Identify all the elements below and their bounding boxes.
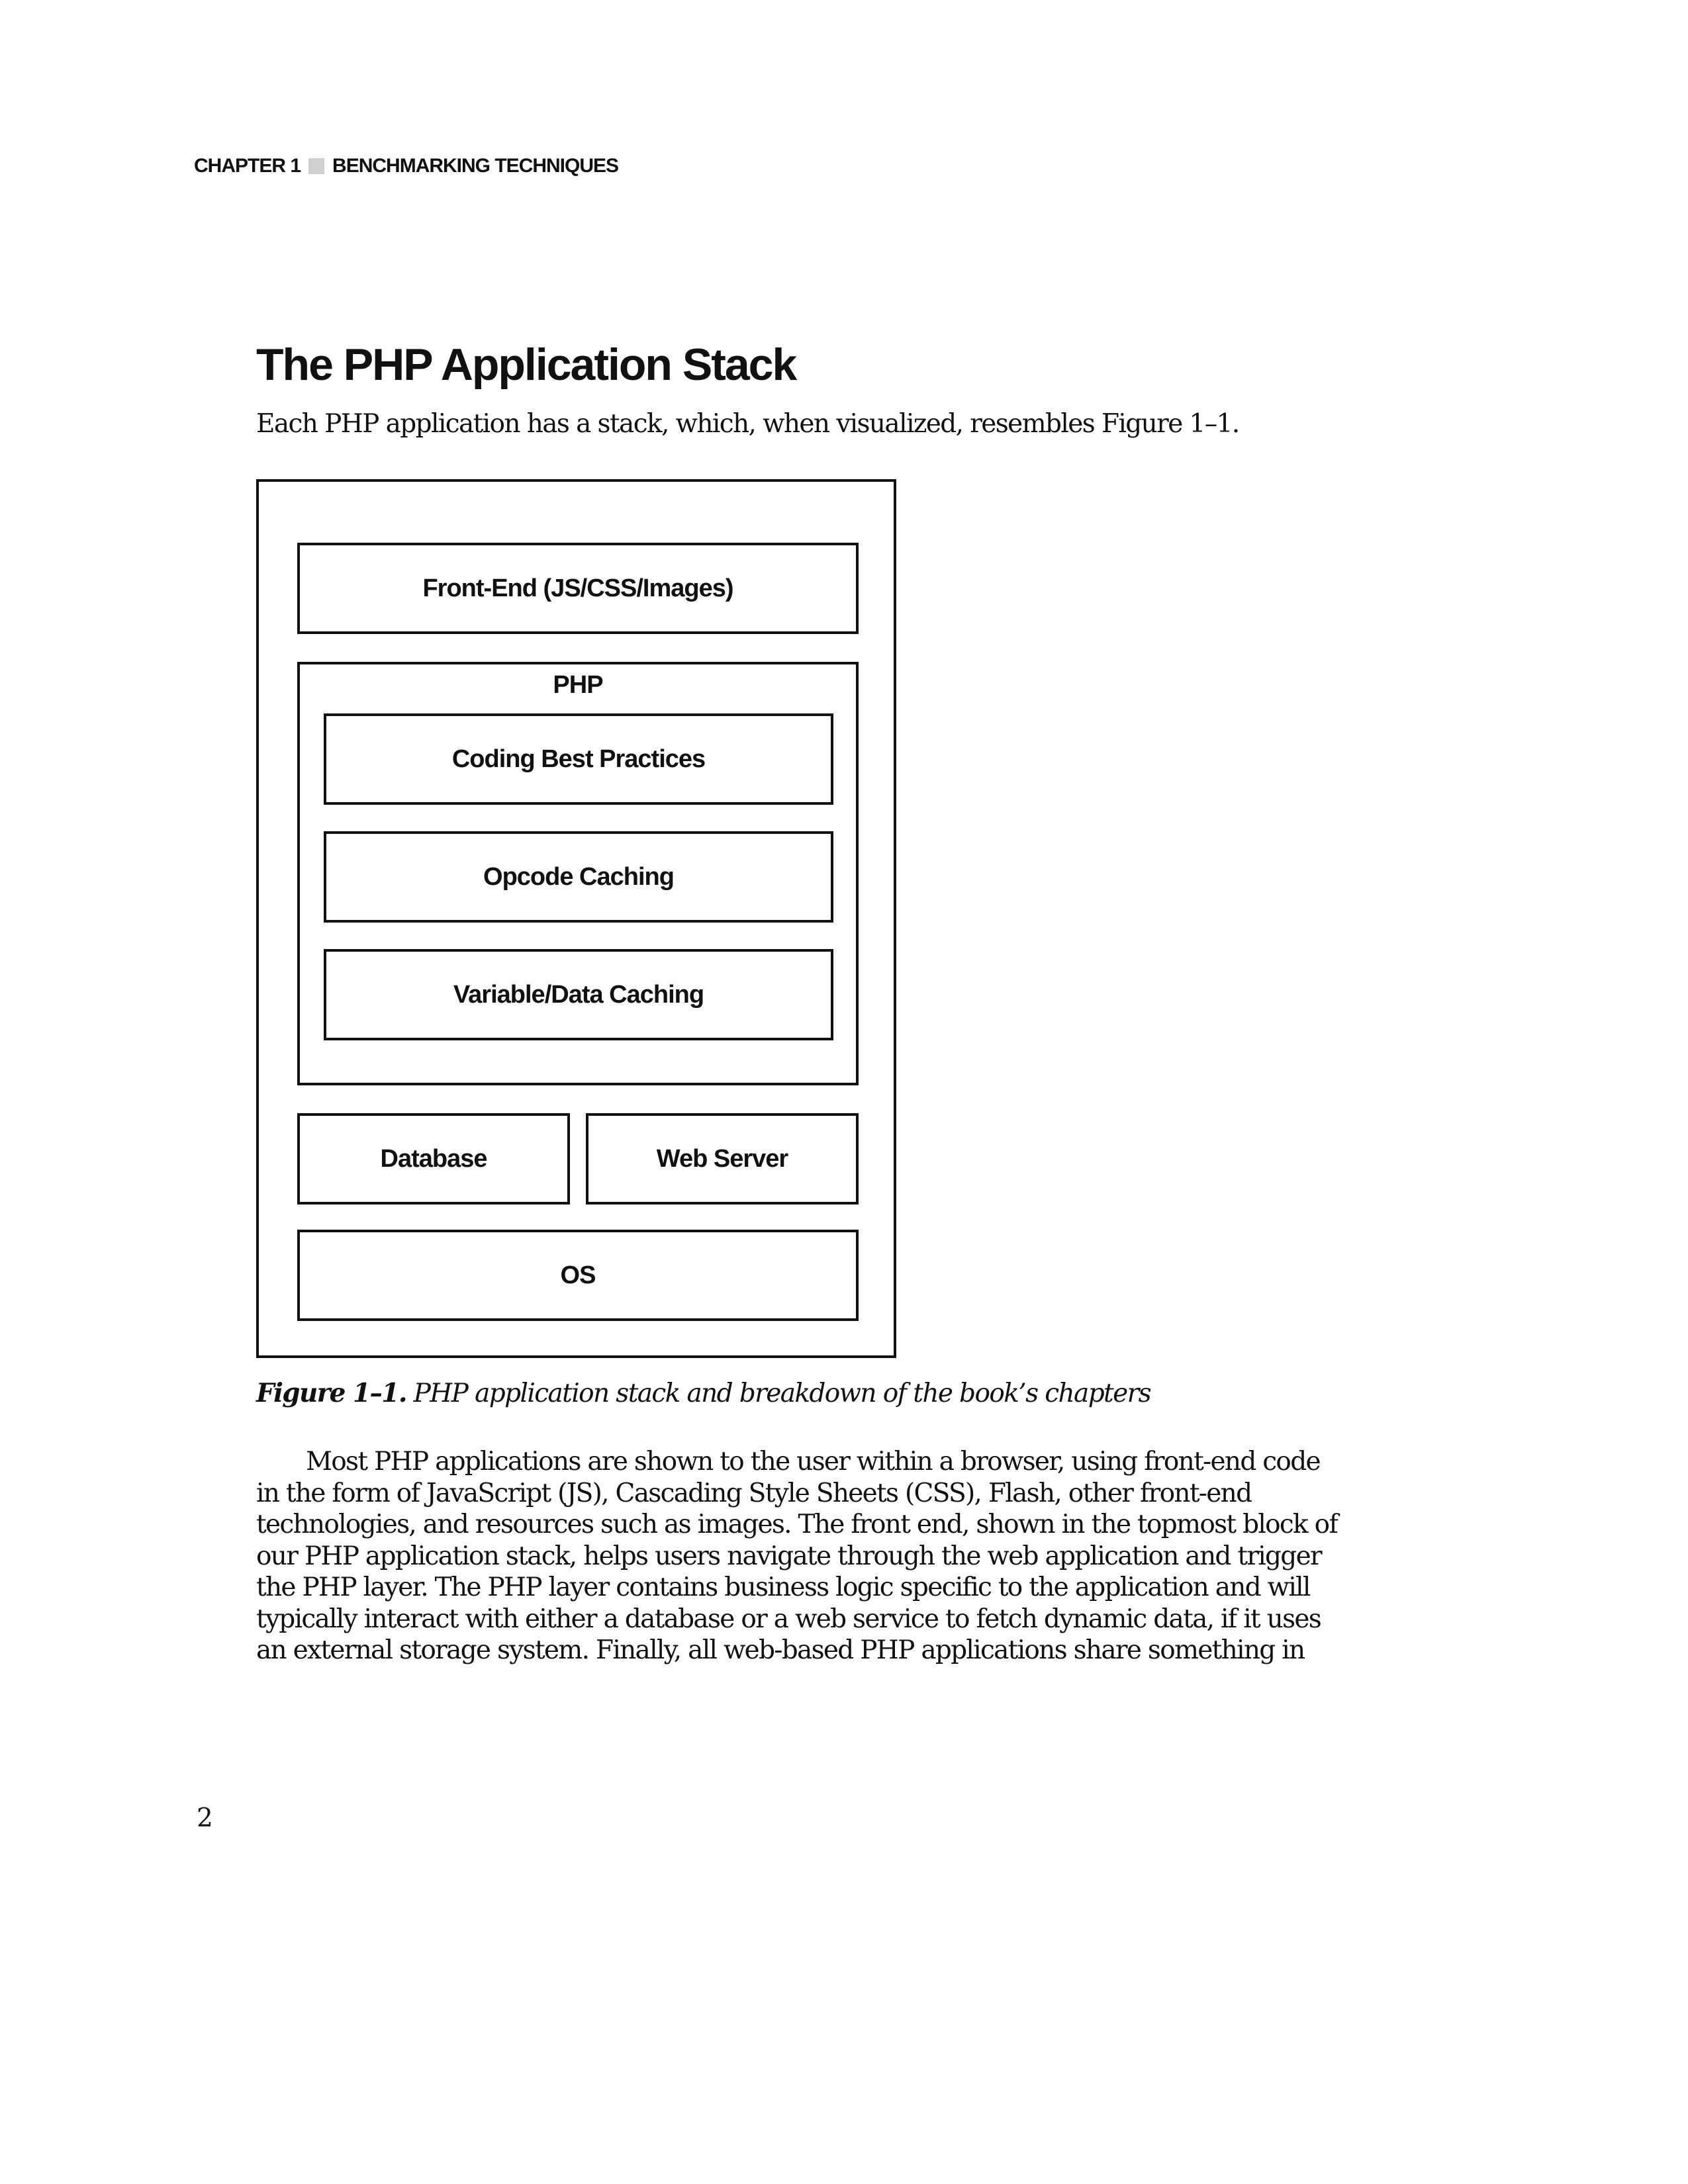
running-head-chapter: CHAPTER 1 — [194, 155, 301, 177]
coding-best-practices-block: Coding Best Practices — [324, 713, 833, 805]
opcode-caching-block: Opcode Caching — [324, 831, 833, 923]
php-block — [297, 662, 859, 1085]
running-head-separator — [308, 158, 324, 174]
figure-caption-label: Figure 1–1. — [256, 1378, 406, 1408]
database-block: Database — [297, 1113, 570, 1205]
body-line: Most PHP applications are shown to the user within a browser, using front-end code — [306, 1447, 1320, 1477]
body-line: the PHP layer. The PHP layer contains business logic specific to the application and will — [256, 1572, 1310, 1602]
body-line: in the form of JavaScript (JS), Cascading Style Sheets (CSS), Flash, other front-end — [256, 1478, 1252, 1508]
intro-paragraph: Each PHP application has a stack, which, when visualized, resembles Figure 1–1. — [256, 409, 1239, 439]
php-block-label: PHP — [553, 671, 603, 699]
body-paragraph — [256, 1446, 1448, 1666]
os-block: OS — [297, 1230, 859, 1321]
variable-data-caching-block: Variable/Data Caching — [324, 949, 833, 1040]
running-head-title: BENCHMARKING TECHNIQUES — [332, 155, 619, 177]
body-line: technologies, and resources such as images. The front end, shown in the topmost block of — [256, 1510, 1338, 1539]
web-server-block: Web Server — [586, 1113, 859, 1205]
php-stack-figure — [256, 479, 896, 1358]
body-line: our PHP application stack, helps users navigate through the web application and trigger — [256, 1541, 1321, 1571]
running-head — [194, 155, 618, 177]
page-number: 2 — [197, 1803, 213, 1833]
figure-caption-text: PHP application stack and breakdown of the book’s chapters — [406, 1379, 1151, 1408]
body-line: typically interact with either a database or a web service to fetch dynamic data, if it uses — [256, 1604, 1321, 1634]
figure-caption — [256, 1378, 1150, 1408]
section-title: The PHP Application Stack — [256, 340, 796, 390]
body-line: an external storage system. Finally, all web-based PHP applications share something in — [256, 1635, 1305, 1665]
frontend-block: Front-End (JS/CSS/Images) — [297, 543, 859, 634]
